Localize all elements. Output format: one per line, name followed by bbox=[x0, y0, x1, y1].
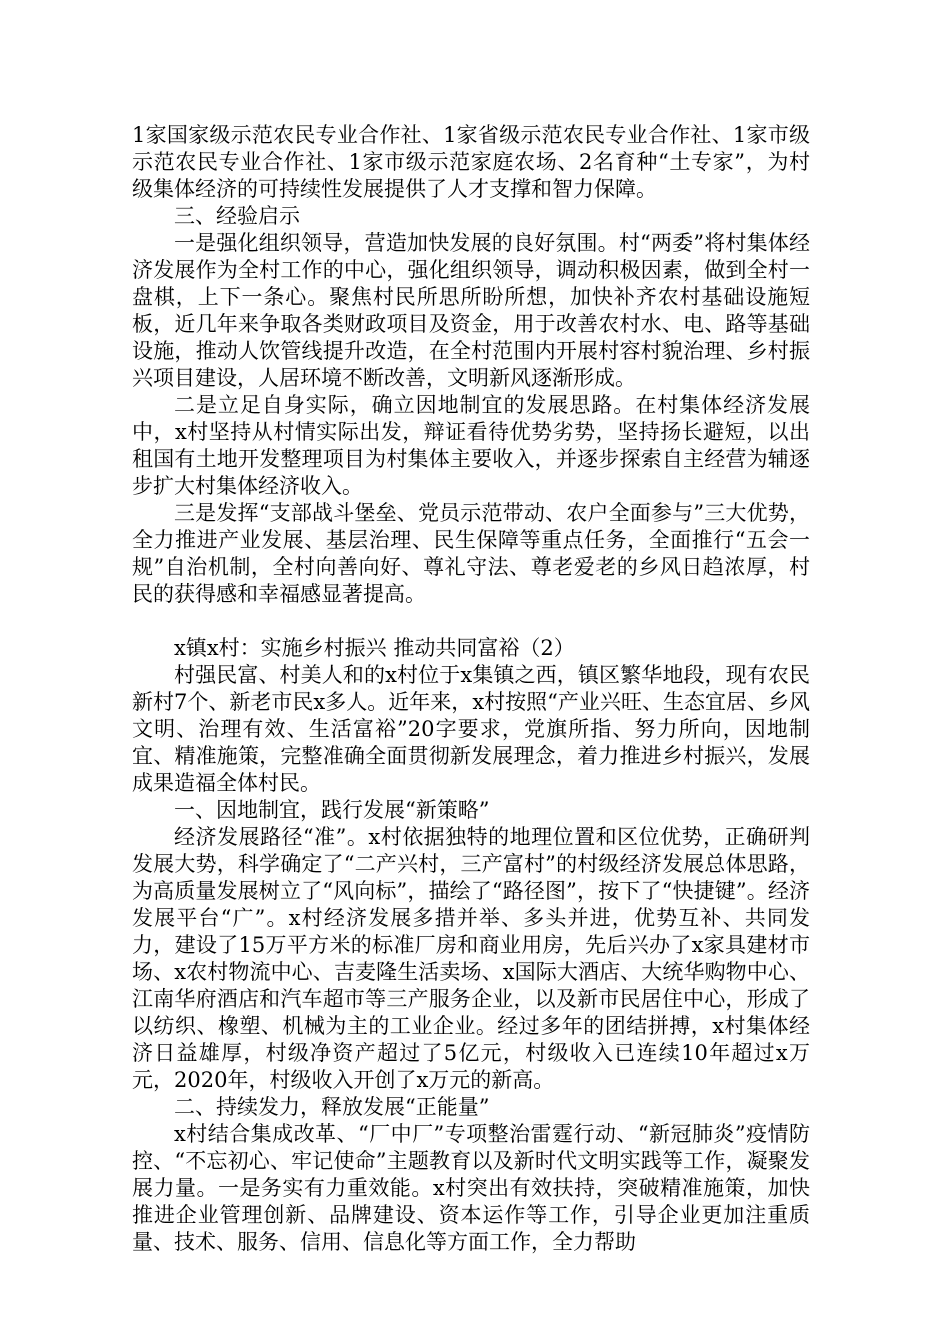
document-page bbox=[132, 122, 810, 1256]
paragraph-talent-support: 1家国家级示范农民专业合作社、1家省级示范农民专业合作社、1家市级示范农民专业合作社、1家市级示范家庭农场、2名育种“土专家”，为村级集体经济的可持续性发展提供了人才支撑和智力保障。 bbox=[132, 123, 810, 201]
paragraph-three-advantages: 三是发挥“支部战斗堡垒、党员示范带动、农户全面参与”三大优势，全力推进产业发展、基层治理、民生保障等重点任务，全面推行“五会一规”自治机制，全村向善向好、尊礼守法、尊老爱老的乡风日趋浓厚，村民的获得感和幸福感显著提高。 bbox=[132, 501, 810, 606]
paragraph-organization-leadership: 一是强化组织领导，营造加快发展的良好氛围。村“两委”将村集体经济发展作为全村工作的中心，强化组织领导，调动积极因素，做到全村一盘棋，上下一条心。聚焦村民所思所盼所想，加快补齐农村基础设施短板，近几年来争取各类财政项目及资金，用于改善农村水、电、路等基础设施，推动人饮管线提升改造，在全村范围内开展村容村貌治理、乡村振兴项目建设，人居环境不断改善，文明新风逐渐形成。 bbox=[132, 231, 810, 390]
paragraph-development-force: x村结合集成改革、“厂中厂”专项整治雷霆行动、“新冠肺炎”疫情防控、“不忘初心、牢记使命”主题教育以及新时代文明实践等工作，凝聚发展力量。一是务实有力重效能。x村突出有效扶持，突破精准施策，加快推进企业管理创新、品牌建设、资本运作等工作，引导企业更加注重质量、技术、服务、信用、信息化等方面工作，全力帮助 bbox=[132, 1122, 810, 1254]
article-title: x镇x村：实施乡村振兴 推动共同富裕（2） bbox=[174, 636, 575, 660]
section-heading-positive-energy: 二、持续发力，释放发展“正能量” bbox=[174, 1095, 490, 1119]
paragraph-economic-development: 经济发展路径“准”。x村依据独特的地理位置和区位优势，正确研判发展大势，科学确定了“二产兴村，三产富村”的村级经济发展总体思路，为高质量发展树立了“风向标”，描绘了“路径图”，按下了“快捷键”。经济发展平台“广”。x村经济发展多措并举、多头并进，优势互补、共同发力，建设了15万平方米的标准厂房和商业用房，先后兴办了x家具建材市场、x农村物流中心、吉麦隆生活卖场、x国际大酒店、大统华购物中心、江南华府酒店和汽车超市等三产服务企业，以及新市民居住中心，形成了以纺织、橡塑、机械为主的工业企业。经过多年的团结拼搏，x村集体经济日益雄厚，村级净资产超过了5亿元，村级收入已连续10年超过x万元，2020年，村级收入开创了x万元的新高。 bbox=[132, 825, 810, 1092]
section-heading-new-strategy: 一、因地制宜，践行发展“新策略” bbox=[174, 798, 490, 822]
paragraph-village-intro: 村强民富、村美人和的x村位于x集镇之西，镇区繁华地段，现有农民新村7个、新老市民x多人。近年来，x村按照“产业兴旺、生态宜居、乡风文明、治理有效、生活富裕”20字要求，党旗所指、努力所向，因地制宜、精准施策，完整准确全面贯彻新发展理念，着力推进乡村振兴，发展成果造福全体村民。 bbox=[132, 663, 810, 795]
section-heading-experience: 三、经验启示 bbox=[174, 204, 300, 228]
paragraph-spacer bbox=[132, 608, 810, 635]
paragraph-local-conditions: 二是立足自身实际，确立因地制宜的发展思路。在村集体经济发展中，x村坚持从村情实际出发，辩证看待优势劣势，坚持扬长避短，以出租国有土地开发整理项目为村集体主要收入，并逐步探索自主经营为辅逐步扩大村集体经济收入。 bbox=[132, 393, 810, 498]
